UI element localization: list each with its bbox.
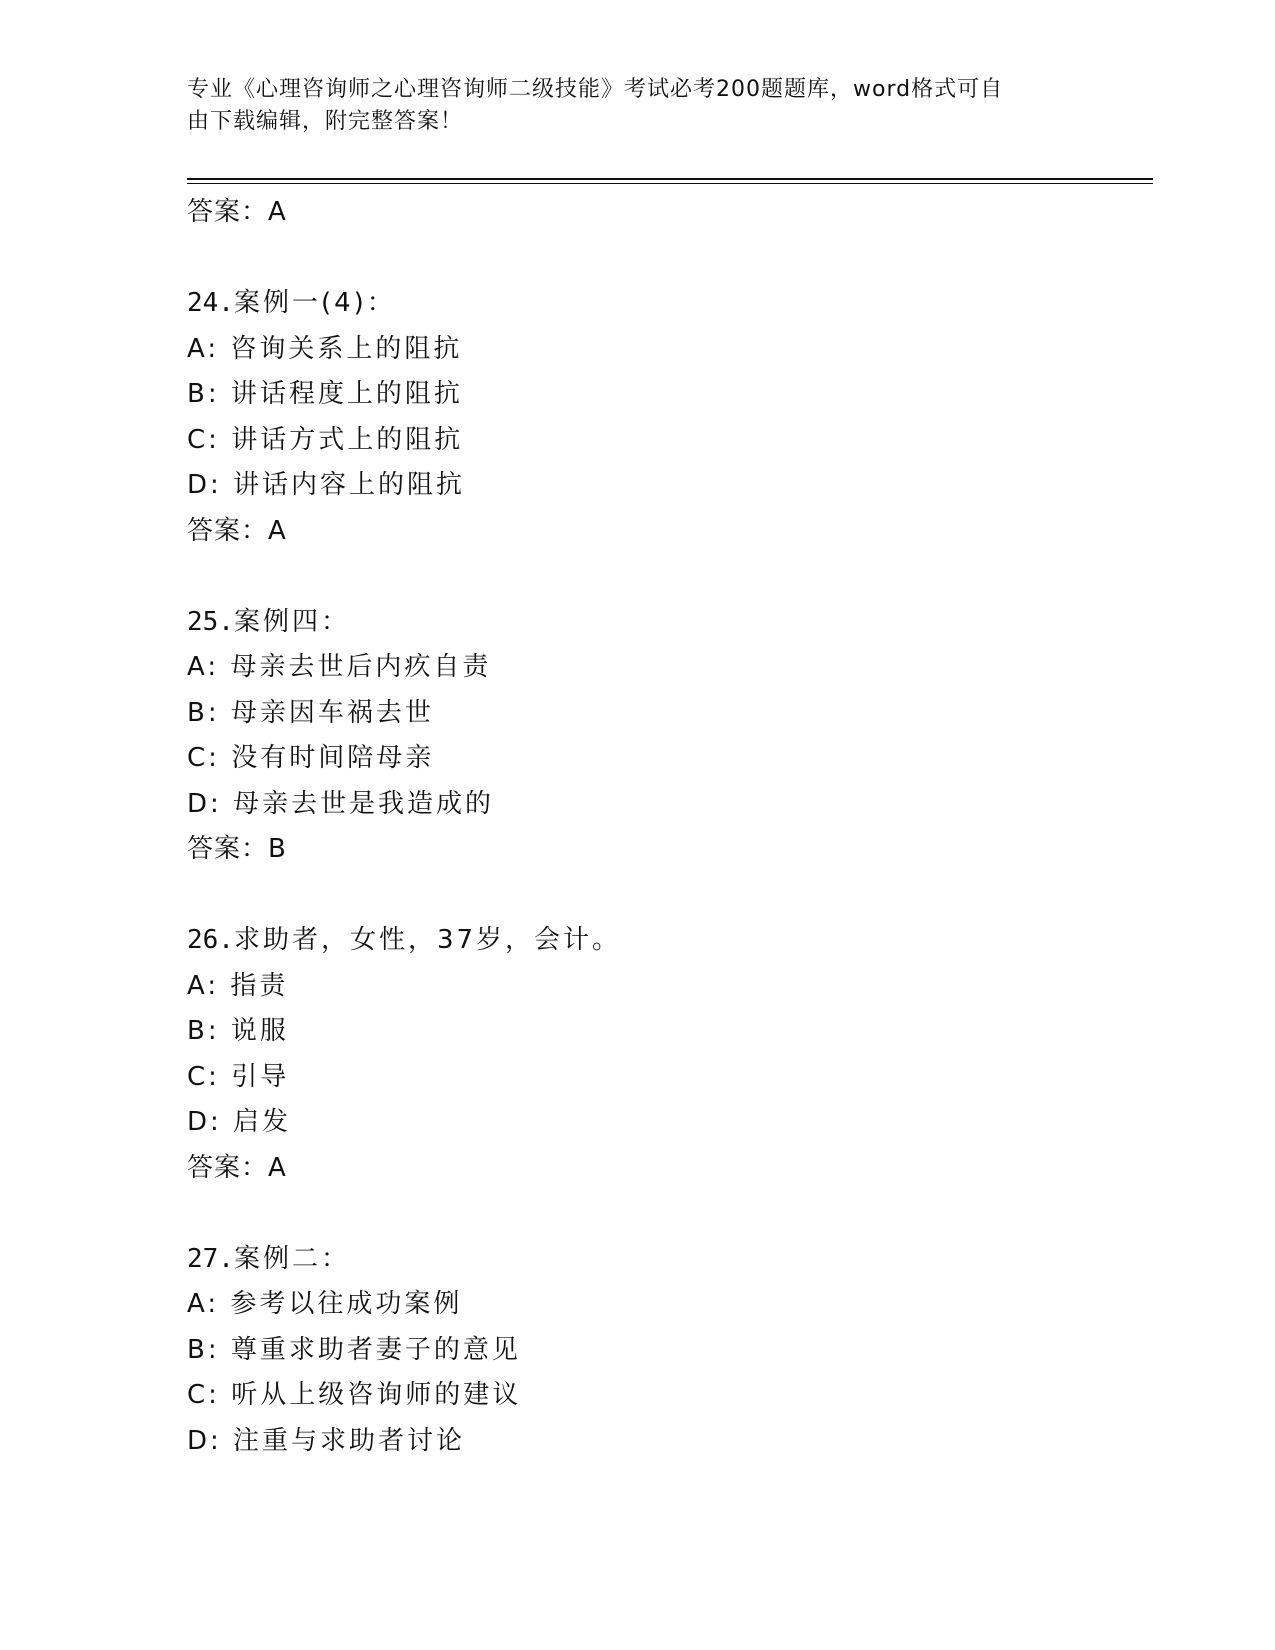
- option-d: [187, 782, 1147, 828]
- option-key: D:: [187, 1107, 222, 1137]
- option-key: A:: [187, 1289, 220, 1319]
- option-text: 参考以往成功案例: [230, 1289, 463, 1319]
- option-text: 讲话方式上的阻抗: [231, 424, 464, 455]
- answer-line: [187, 827, 1147, 873]
- option-c: [187, 1373, 1147, 1419]
- question-text: 案例四：: [233, 606, 350, 637]
- answer-label: 答案：: [187, 1152, 269, 1183]
- option-text: 引导: [231, 1061, 290, 1092]
- option-key: A:: [187, 652, 220, 682]
- question-stem: [187, 1237, 1147, 1283]
- option-text: 母亲去世是我造成的: [233, 788, 495, 819]
- option-key: C:: [187, 1380, 220, 1410]
- option-key: C:: [187, 424, 220, 455]
- option-key: B:: [187, 379, 220, 409]
- option-key: A:: [187, 333, 220, 364]
- answer-value: A: [268, 1152, 287, 1183]
- question-stem: [187, 600, 1147, 646]
- option-d: [187, 463, 1147, 509]
- option-text: 注重与求助者讨论: [233, 1425, 466, 1456]
- option-d: [187, 1100, 1147, 1146]
- option-key: B:: [187, 697, 220, 728]
- answer-value: A: [268, 197, 287, 227]
- answer-line: [187, 190, 1147, 236]
- option-key: D:: [187, 788, 222, 819]
- answer-value: B: [268, 834, 287, 864]
- answer-label: 答案：: [187, 515, 269, 546]
- option-b: [187, 1328, 1147, 1374]
- question-list: [187, 190, 1147, 1464]
- option-text: 指责: [230, 970, 289, 1001]
- option-text: 咨询关系上的阻抗: [230, 333, 463, 364]
- question-item: [187, 1237, 1147, 1465]
- answer-line: [187, 509, 1147, 555]
- option-key: A:: [187, 970, 220, 1001]
- answer-value: A: [268, 515, 287, 546]
- option-text: 没有时间陪母亲: [231, 743, 435, 773]
- option-key: B:: [187, 1016, 220, 1046]
- question-stem: [187, 281, 1147, 327]
- question-item: [187, 281, 1147, 554]
- option-c: [187, 418, 1147, 464]
- option-d: [187, 1419, 1147, 1465]
- option-key: D:: [187, 470, 222, 500]
- question-number: 26.: [187, 925, 234, 955]
- option-a: [187, 645, 1147, 691]
- option-key: C:: [187, 743, 220, 773]
- header-line-2: 由下载编辑，附完整答案！: [187, 109, 464, 134]
- option-key: C:: [187, 1061, 220, 1092]
- option-b: [187, 372, 1147, 418]
- option-text: 母亲因车祸去世: [230, 697, 434, 728]
- option-b: [187, 691, 1147, 737]
- option-c: [187, 736, 1147, 782]
- option-b: [187, 1009, 1147, 1055]
- question-stem: [187, 918, 1147, 964]
- question-text: 案例一(4)：: [233, 288, 396, 318]
- answer-line: [187, 1146, 1147, 1192]
- option-key: B:: [187, 1334, 220, 1365]
- option-key: D:: [187, 1425, 222, 1456]
- question-item: [187, 918, 1147, 1191]
- question-number: 27.: [187, 1243, 234, 1274]
- option-a: [187, 964, 1147, 1010]
- option-text: 尊重求助者妻子的意见: [230, 1334, 521, 1365]
- option-text: 说服: [230, 1016, 289, 1046]
- answer-label: 答案：: [187, 834, 269, 864]
- option-a: [187, 327, 1147, 373]
- question-text: 求助者，女性，37岁，会计。: [233, 925, 622, 955]
- option-a: [187, 1282, 1147, 1328]
- question-number: 25.: [187, 606, 234, 637]
- question-number: 24.: [187, 288, 234, 318]
- document-header: [187, 74, 1067, 138]
- option-text: 启发: [233, 1107, 292, 1137]
- option-text: 听从上级咨询师的建议: [231, 1380, 522, 1410]
- question-text: 案例二：: [233, 1243, 350, 1274]
- answer-label: 答案：: [187, 197, 269, 227]
- header-line-1: 专业《心理咨询师之心理咨询师二级技能》考试必考200题题库，word格式可自: [187, 77, 1004, 102]
- question-item: [187, 600, 1147, 873]
- header-divider: [187, 178, 1153, 184]
- option-c: [187, 1055, 1147, 1101]
- option-text: 讲话程度上的阻抗: [230, 379, 463, 409]
- option-text: 讲话内容上的阻抗: [233, 470, 466, 500]
- option-text: 母亲去世后内疚自责: [230, 652, 492, 682]
